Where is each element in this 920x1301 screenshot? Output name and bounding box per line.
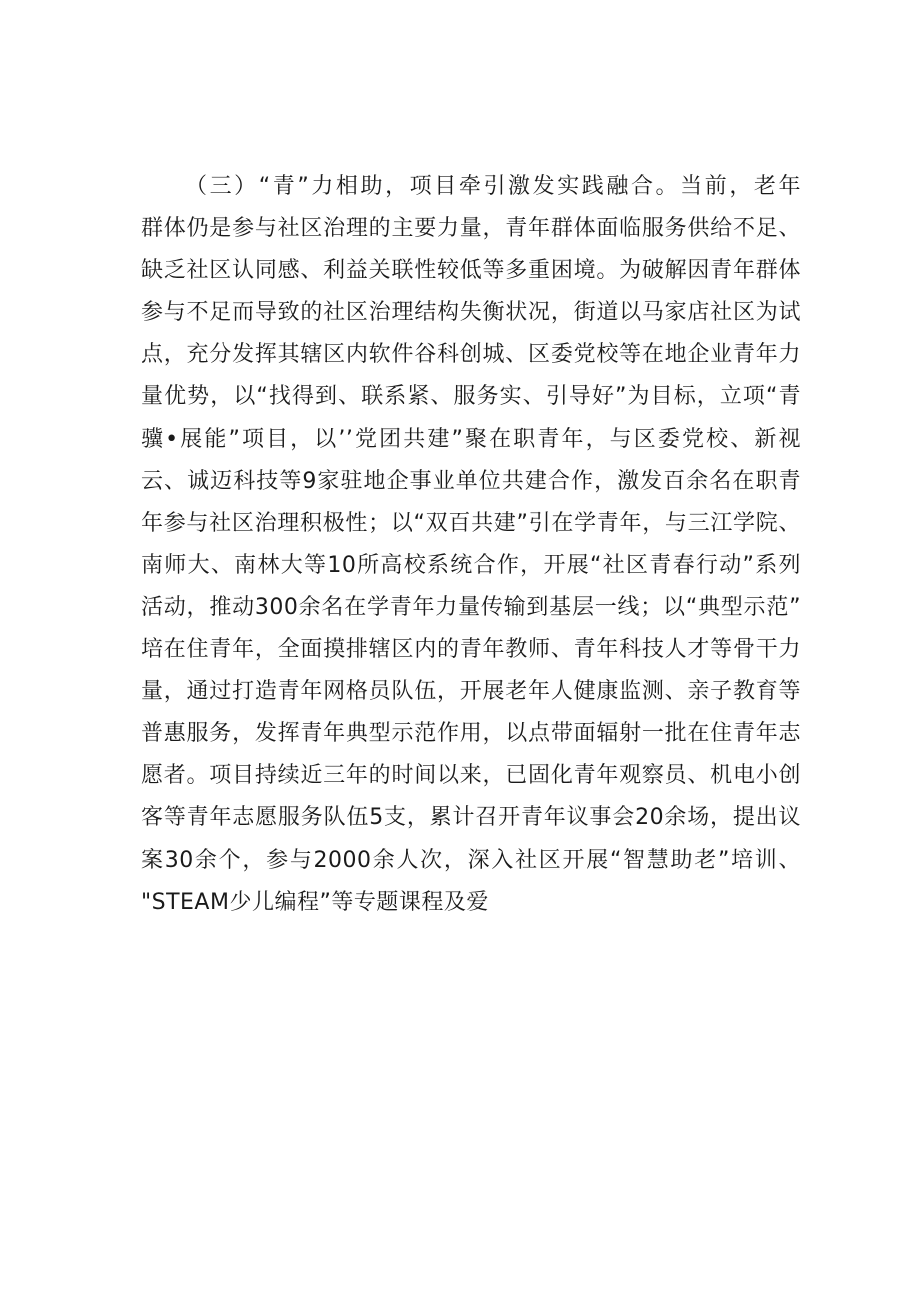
paragraph-line: 普惠服务，发挥青年典型示范作用，以点带面辐射一批在住青年志 [141,721,801,747]
paragraph-line: 活动，推动300余名在学青年力量传输到基层一线；以“典型示范” [141,594,801,620]
paragraph-line: 量优势，以“找得到、联系紧、服务实、引导好”为目标，立项“青 [141,384,801,410]
paragraph-line: 群体仍是参与社区治理的主要力量，青年群体面临服务供给不足、 [141,216,801,242]
paragraph-line: 愿者。项目持续近三年的时间以来，已固化青年观察员、机电小创 [141,763,801,789]
paragraph-line: 点，充分发挥其辖区内软件谷科创城、区委党校等在地企业青年力 [141,342,801,368]
paragraph-line: 量，通过打造青年网格员队伍，开展老年人健康监测、亲子教育等 [141,679,801,705]
paragraph-line: （三）“青”力相助，项目牵引激发实践融合。当前，老年 [185,174,801,199]
paragraph-line: 骥•展能”项目，以’’党团共建”聚在职青年，与区委党校、新视 [141,426,801,452]
body-paragraph [141,166,801,924]
paragraph-line: 案30余个，参与2000余人次，深入社区开展“智慧助老”培训、 [141,847,801,873]
paragraph-line-last: "STEAM少儿编程”等专题课程及爱 [141,889,489,915]
paragraph-line: 南师大、南林大等10所高校系统合作，开展“社区青春行动”系列 [141,552,801,578]
paragraph-line: 缺乏社区认同感、利益关联性较低等多重困境。为破解因青年群体 [141,258,801,284]
paragraph-line: 参与不足而导致的社区治理结构失衡状况，街道以马家店社区为试 [141,300,801,326]
paragraph-line: 客等青年志愿服务队伍5支，累计召开青年议事会20余场，提出议 [141,805,801,831]
paragraph-line: 年参与社区治理积极性；以“双百共建”引在学青年，与三江学院、 [141,510,801,536]
paragraph-line: 培在住青年，全面摸排辖区内的青年教师、青年科技人才等骨干力 [141,637,801,663]
paragraph-line: 云、诚迈科技等9家驻地企事业单位共建合作，激发百余名在职青 [141,468,801,494]
